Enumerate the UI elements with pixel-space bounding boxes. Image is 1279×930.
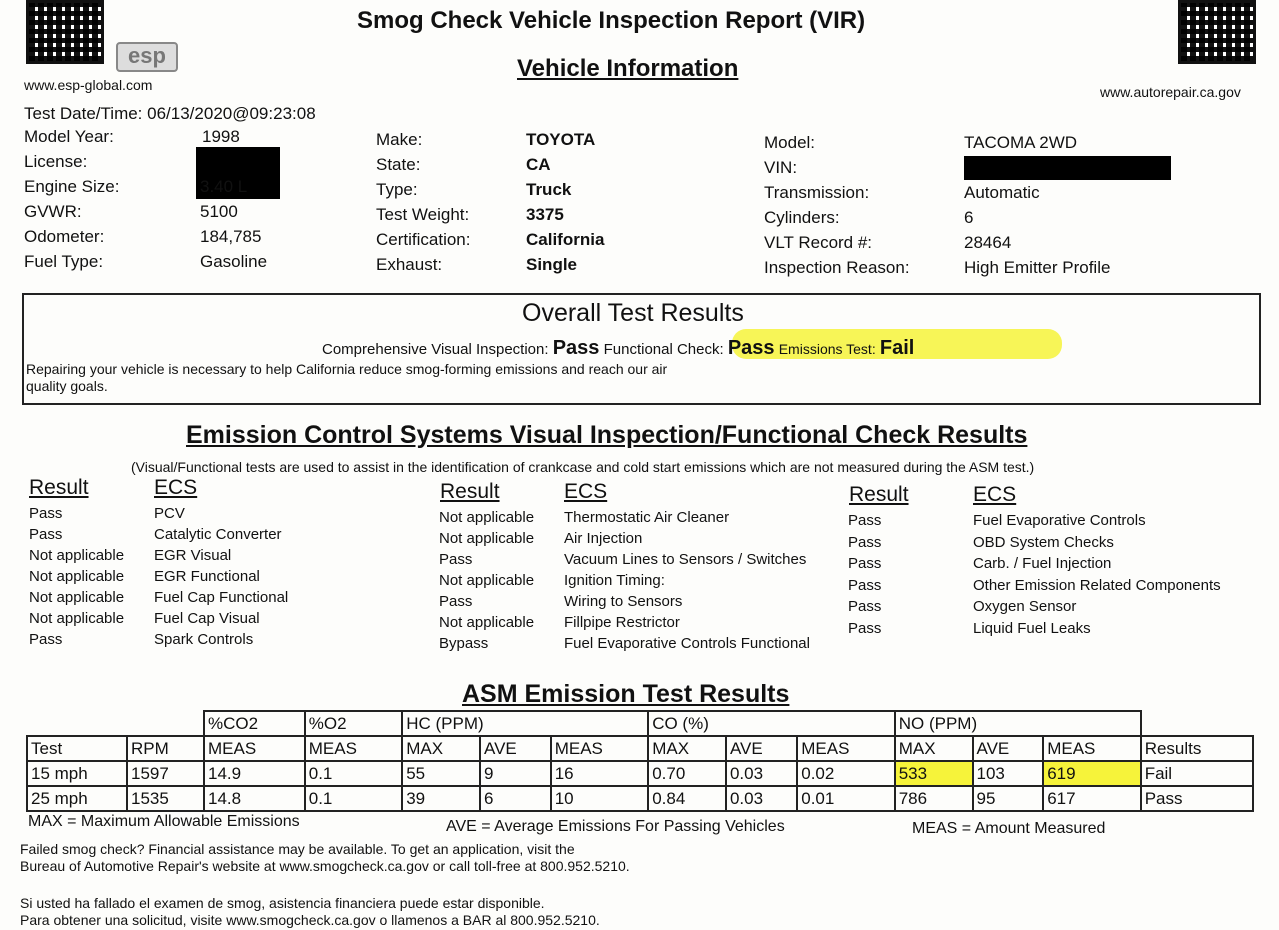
ecs-item: Catalytic Converter xyxy=(154,526,282,543)
ecs-row xyxy=(848,575,1248,597)
vehicle-row xyxy=(24,127,354,152)
field-label: Odometer: xyxy=(24,227,105,246)
column-header: AVE xyxy=(480,736,551,761)
ecs-row xyxy=(439,549,839,570)
test-datetime xyxy=(24,104,316,124)
ecs-row xyxy=(848,532,1248,554)
ecs-row xyxy=(439,528,839,549)
vehicle-row xyxy=(376,205,716,230)
vehicle-row xyxy=(764,258,1184,283)
repair-url: www.autorepair.ca.gov xyxy=(1100,84,1241,100)
column-header: Test xyxy=(27,736,127,761)
ecs-row xyxy=(848,618,1248,640)
column-header: MAX xyxy=(648,736,726,761)
table-cell: 14.9 xyxy=(204,761,305,786)
table-cell: 786 xyxy=(895,786,973,811)
ecs-item: Fuel Cap Functional xyxy=(154,589,289,606)
legend-meas: MEAS = Amount Measured xyxy=(912,820,1106,837)
group-header: NO (PPM) xyxy=(895,711,1141,736)
vin-redaction-box xyxy=(964,156,1171,180)
note-line: quality goals. xyxy=(26,378,108,394)
field-value: 184,785 xyxy=(200,227,262,246)
table-cell: 55 xyxy=(402,761,480,786)
table-cell: 0.1 xyxy=(305,786,402,811)
field-label: VLT Record #: xyxy=(764,233,873,252)
ecs-result: Pass xyxy=(439,593,473,610)
field-value: High Emitter Profile xyxy=(964,258,1111,277)
vehicle-col-1 xyxy=(24,127,354,277)
table-cell: 39 xyxy=(402,786,480,811)
ecs-header: ECS xyxy=(973,483,1017,506)
ecs-header: ECS xyxy=(154,476,198,499)
ecs-row xyxy=(848,553,1248,575)
overall-results-box xyxy=(22,293,1261,405)
ecs-result: Pass xyxy=(29,526,63,543)
asm-group-header-row xyxy=(27,711,1253,736)
ecs-row xyxy=(29,524,419,545)
license-redaction-box xyxy=(196,147,280,174)
column-header: MAX xyxy=(895,736,973,761)
table-cell: 16 xyxy=(551,761,648,786)
field-label: Fuel Type: xyxy=(24,252,104,271)
footer-line: Si usted ha fallado el examen de smog, asistencia financiera puede estar disponible. xyxy=(20,895,545,911)
table-row xyxy=(27,786,1253,811)
field-label: Test Weight: xyxy=(376,205,470,224)
qr-code-right xyxy=(1178,0,1256,64)
field-label: VIN: xyxy=(764,158,798,177)
ecs-result: Not applicable xyxy=(29,589,125,606)
vehicle-row xyxy=(376,155,716,180)
legend-ave: AVE = Average Emissions For Passing Vehicles xyxy=(446,818,785,835)
column-header: AVE xyxy=(726,736,797,761)
ecs-result: Not applicable xyxy=(29,547,125,564)
ecs-item: OBD System Checks xyxy=(973,533,1114,551)
table-cell: 0.84 xyxy=(648,786,726,811)
ecs-header: ECS xyxy=(564,480,608,503)
field-label: License: xyxy=(24,152,88,171)
ecs-item: PCV xyxy=(154,505,185,522)
vehicle-row xyxy=(764,208,1184,233)
ecs-col-3 xyxy=(848,510,1248,639)
field-value: Single xyxy=(526,255,578,274)
emissions-label: Emissions Test: xyxy=(778,341,876,357)
ecs-result: Pass xyxy=(848,555,882,572)
ecs-item: Other Emission Related Components xyxy=(973,576,1221,594)
ecs-result: Pass xyxy=(848,512,882,529)
ecs-result: Pass xyxy=(848,533,882,551)
ecs-item: EGR Visual xyxy=(154,547,232,564)
field-value: 5100 xyxy=(200,202,238,221)
vehicle-col-2 xyxy=(376,130,716,280)
field-value: 3.40 L xyxy=(200,177,248,196)
column-header: MEAS xyxy=(1043,736,1140,761)
column-header: AVE xyxy=(973,736,1044,761)
ecs-result: Pass xyxy=(29,505,63,522)
ecs-row xyxy=(439,612,839,633)
field-value: TOYOTA xyxy=(526,130,596,149)
ecs-result: Pass xyxy=(848,619,882,637)
field-label: State: xyxy=(376,155,421,174)
group-header: %CO2 xyxy=(204,711,305,736)
ecs-result: Pass xyxy=(29,631,63,648)
vehicle-row xyxy=(24,202,354,227)
asm-column-header-row xyxy=(27,736,1253,761)
vehicle-row xyxy=(376,180,716,205)
table-cell: 9 xyxy=(480,761,551,786)
table-cell: 0.70 xyxy=(648,761,726,786)
ecs-result: Not applicable xyxy=(439,614,535,631)
ecs-subtitle: (Visual/Functional tests are used to assist in the identification of crankcase and cold start emissions which are not measured during the ASM test.) xyxy=(131,459,1035,475)
ecs-result: Not applicable xyxy=(439,572,535,589)
table-cell: 617 xyxy=(1043,786,1140,811)
field-value: TACOMA 2WD xyxy=(964,133,1078,152)
field-label: Cylinders: xyxy=(764,208,840,227)
field-label: Exhaust: xyxy=(376,255,443,274)
table-cell: 95 xyxy=(973,786,1044,811)
field-value: 1998 xyxy=(202,127,240,146)
table-cell: 1597 xyxy=(127,761,204,786)
table-cell: Pass xyxy=(1141,786,1253,811)
column-header: Results xyxy=(1141,736,1253,761)
ecs-row xyxy=(439,633,839,654)
footer-line: Para obtener una solicitud, visite www.smogcheck.ca.gov o llamenos a BAR al 800.952.5210. xyxy=(20,912,600,928)
ecs-col-2 xyxy=(439,507,839,654)
ecs-row xyxy=(439,507,839,528)
ecs-row xyxy=(29,566,419,587)
footer-line: Failed smog check? Financial assistance may be available. To get an application, visit the xyxy=(20,841,575,857)
ecs-item: Thermostatic Air Cleaner xyxy=(564,509,730,526)
table-cell-highlighted: 533 xyxy=(895,761,973,786)
ecs-item: Wiring to Sensors xyxy=(564,593,683,610)
ecs-row xyxy=(848,596,1248,618)
ecs-title: Emission Control Systems Visual Inspection/Functional Check Results xyxy=(186,421,1028,449)
field-label: Inspection Reason: xyxy=(764,258,910,277)
table-cell: Fail xyxy=(1141,761,1253,786)
table-cell: 14.8 xyxy=(204,786,305,811)
ecs-row xyxy=(848,510,1248,532)
field-value: California xyxy=(526,230,605,249)
column-header: MEAS xyxy=(305,736,402,761)
ecs-item: Fuel Evaporative Controls Functional xyxy=(564,635,810,652)
vehicle-row xyxy=(24,252,354,277)
field-label: Engine Size: xyxy=(24,177,120,196)
table-cell: 1535 xyxy=(127,786,204,811)
group-header: HC (PPM) xyxy=(402,711,648,736)
footer-line: Bureau of Automotive Repair's website at www.smogcheck.ca.gov or call toll-free at 800.952.5210. xyxy=(20,858,630,874)
overall-note xyxy=(26,361,667,395)
field-value: 3375 xyxy=(526,205,564,224)
column-header: MEAS xyxy=(551,736,648,761)
field-label: Model: xyxy=(764,133,816,152)
field-label: Model Year: xyxy=(24,127,114,146)
group-header: %O2 xyxy=(305,711,402,736)
ecs-col-1 xyxy=(29,503,419,650)
column-header: RPM xyxy=(127,736,204,761)
group-header: CO (%) xyxy=(648,711,895,736)
vehicle-row xyxy=(24,152,354,177)
esp-logo: esp xyxy=(116,42,178,72)
ecs-result: Not applicable xyxy=(29,610,125,627)
vehicle-row xyxy=(24,227,354,252)
ecs-row xyxy=(29,629,419,650)
vehicle-row xyxy=(764,233,1184,258)
field-value: 28464 xyxy=(964,233,1012,252)
footer-english xyxy=(20,841,630,875)
table-cell: 25 mph xyxy=(27,786,127,811)
asm-title: ASM Emission Test Results xyxy=(462,680,790,708)
ecs-row xyxy=(29,587,419,608)
ecs-item: EGR Functional xyxy=(154,568,260,585)
ecs-item: Carb. / Fuel Injection xyxy=(973,555,1112,572)
table-cell: 0.03 xyxy=(726,761,797,786)
field-value: 6 xyxy=(964,208,974,227)
ecs-item: Fuel Evaporative Controls xyxy=(973,512,1146,529)
vehicle-row xyxy=(376,230,716,255)
table-cell: 103 xyxy=(973,761,1044,786)
legend-max: MAX = Maximum Allowable Emissions xyxy=(28,813,300,830)
result-header: Result xyxy=(29,476,89,499)
table-cell: 0.1 xyxy=(305,761,402,786)
functional-label: Functional Check: xyxy=(603,341,724,358)
table-row xyxy=(27,761,1253,786)
ecs-result: Bypass xyxy=(439,635,489,652)
ecs-result: Pass xyxy=(848,576,882,594)
ecs-result: Not applicable xyxy=(439,530,535,547)
column-header: MAX xyxy=(402,736,480,761)
section-title-vehicle: Vehicle Information xyxy=(517,55,739,82)
ecs-result: Not applicable xyxy=(29,568,125,585)
field-value: CA xyxy=(526,155,551,174)
ecs-row xyxy=(439,570,839,591)
table-cell: 0.02 xyxy=(797,761,894,786)
result-header: Result xyxy=(440,480,500,503)
field-label: GVWR: xyxy=(24,202,82,221)
ecs-result: Pass xyxy=(439,551,473,568)
table-cell-highlighted: 619 xyxy=(1043,761,1140,786)
column-header: MEAS xyxy=(204,736,305,761)
ecs-item: Oxygen Sensor xyxy=(973,598,1077,615)
table-cell: 15 mph xyxy=(27,761,127,786)
overall-status-line xyxy=(322,337,914,360)
visual-status: Pass xyxy=(552,337,600,359)
visual-label: Comprehensive Visual Inspection: xyxy=(322,341,549,358)
ecs-item: Liquid Fuel Leaks xyxy=(973,619,1091,637)
field-value: Gasoline xyxy=(200,252,268,271)
ecs-item: Ignition Timing: xyxy=(564,572,665,589)
vehicle-row xyxy=(764,183,1184,208)
page-title: Smog Check Vehicle Inspection Report (VIR) xyxy=(357,7,866,34)
column-header: MEAS xyxy=(797,736,894,761)
footer-spanish xyxy=(20,895,600,929)
table-cell: 6 xyxy=(480,786,551,811)
asm-results-table xyxy=(26,710,1254,812)
field-label: Make: xyxy=(376,130,423,149)
ecs-item: Vacuum Lines to Sensors / Switches xyxy=(564,551,807,568)
ecs-item: Fillpipe Restrictor xyxy=(564,614,680,631)
ecs-row xyxy=(29,608,419,629)
vehicle-row xyxy=(24,177,354,202)
field-label: Certification: xyxy=(376,230,471,249)
field-label: Transmission: xyxy=(764,183,870,202)
result-header: Result xyxy=(849,483,909,506)
test-datetime-value: 06/13/2020@09:23:08 xyxy=(147,104,316,123)
field-value: Automatic xyxy=(964,183,1040,202)
ecs-item: Air Injection xyxy=(564,530,643,547)
qr-code-left xyxy=(26,0,104,64)
ecs-item: Fuel Cap Visual xyxy=(154,610,260,627)
overall-title: Overall Test Results xyxy=(522,299,744,327)
table-cell: 0.03 xyxy=(726,786,797,811)
esp-url: www.esp-global.com xyxy=(24,77,153,93)
vehicle-row xyxy=(764,133,1184,158)
field-value: Truck xyxy=(526,180,572,199)
ecs-result: Pass xyxy=(848,598,882,615)
table-cell: 10 xyxy=(551,786,648,811)
note-line: Repairing your vehicle is necessary to help California reduce smog-forming emissions and reach our air xyxy=(26,361,668,377)
ecs-item: Spark Controls xyxy=(154,631,254,648)
ecs-row xyxy=(29,503,419,524)
ecs-row xyxy=(439,591,839,612)
table-cell: 0.01 xyxy=(797,786,894,811)
ecs-result: Not applicable xyxy=(439,509,535,526)
test-datetime-label: Test Date/Time: xyxy=(24,104,143,123)
emissions-status: Fail xyxy=(879,337,915,359)
field-label: Type: xyxy=(376,180,418,199)
functional-status: Pass xyxy=(727,337,775,359)
vehicle-row xyxy=(376,255,716,280)
ecs-row xyxy=(29,545,419,566)
vehicle-row xyxy=(376,130,716,155)
